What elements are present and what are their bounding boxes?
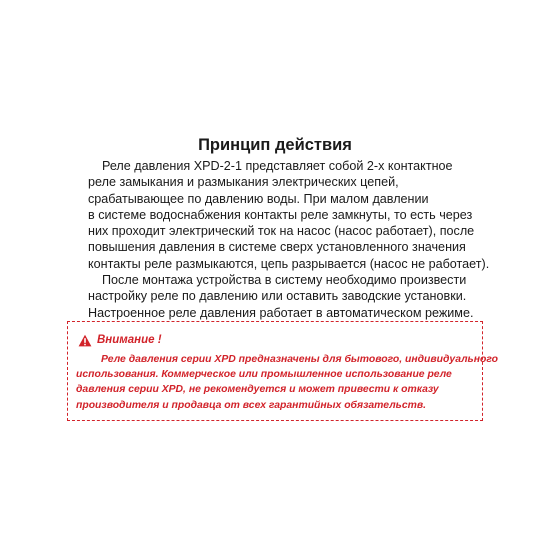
warning-text	[68, 352, 498, 413]
warning-title: Внимание !	[97, 334, 162, 346]
text-line: настройку реле по давлению или оставить заводские установки.	[88, 289, 467, 304]
warning-line: давления серии XPD, не рекомендуется и может привести к отказу	[76, 384, 439, 396]
text-line: повышения давления в системе сверх установленного значения	[88, 240, 466, 255]
warning-header	[78, 332, 162, 348]
text-line: Настроенное реле давления работает в автоматическом режиме.	[88, 305, 474, 320]
warning-line: Реле давления серии XPD предназначены для бытового, индивидуального	[101, 354, 498, 365]
text-line: в системе водоснабжения контакты реле замкнуты, то есть через	[88, 207, 473, 222]
page-title: Принцип действия	[198, 136, 352, 154]
text-line: срабатывающее по давлению воды. При малом давлении	[88, 191, 429, 206]
warning-line: производителя и продавца от всех гарантийных обязательств.	[76, 399, 427, 411]
text-line: После монтажа устройства в систему необходимо произвести	[102, 273, 467, 288]
warning-box	[67, 321, 498, 421]
text-line: контакты реле размыкаются, цепь разрывается (насос не работает).	[88, 256, 490, 271]
warning-triangle-icon	[78, 334, 92, 347]
text-line: реле замыкания и размыкания электрических цепей,	[88, 175, 399, 190]
warning-line: использования. Коммерческое или промышленное использование реле	[76, 369, 452, 381]
description-text	[88, 158, 488, 321]
text-line: Реле давления XPD-2-1 представляет собой 2-х контактное	[102, 159, 453, 173]
text-line: них проходит электрический ток на насос (насос работает), после	[88, 224, 475, 239]
